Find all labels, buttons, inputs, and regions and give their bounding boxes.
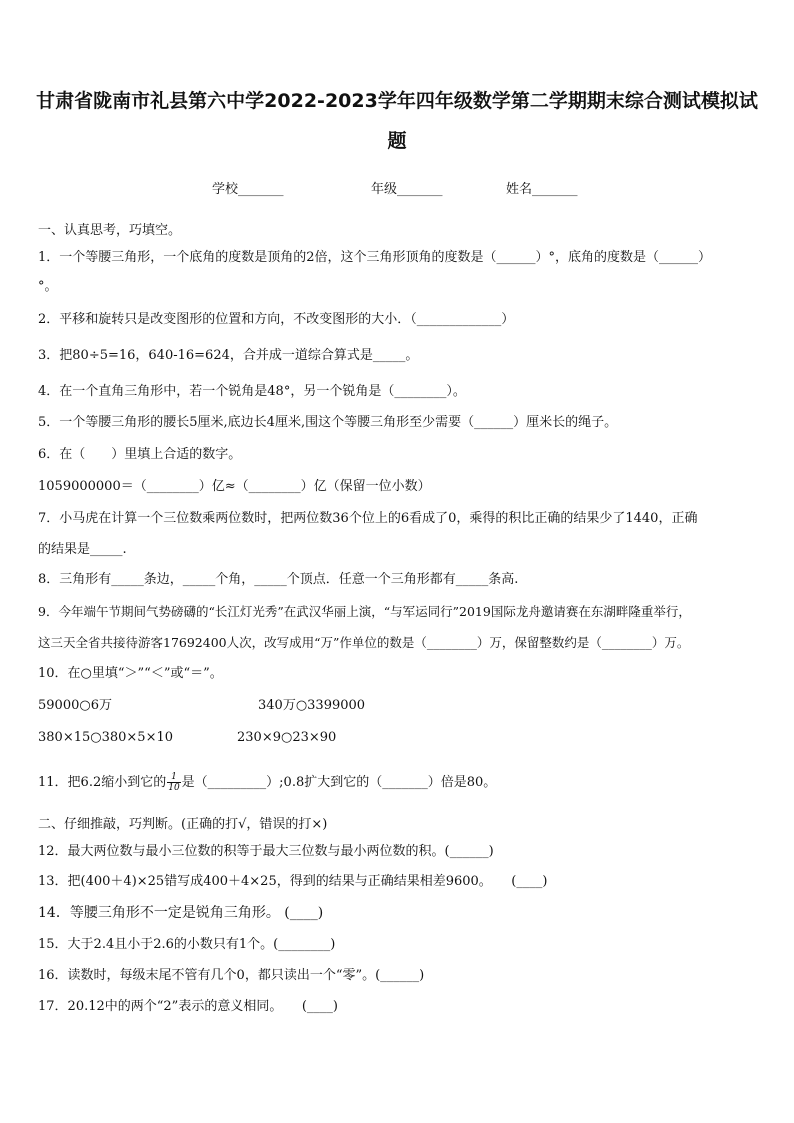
question-13: 13．把(400＋4)×25错写成400＋4×25，得到的结果与正确结果相差9600。 (____) [38,874,548,889]
fraction-denominator: 10 [168,783,180,793]
question-11-prefix: 11．把6.2缩小到它的 [38,775,167,790]
question-7-line-2: 的结果是_____. [38,542,127,557]
question-11-suffix: 是（_________）;0.8扩大到它的（_______）倍是80。 [181,775,497,790]
question-7-line-1: 7．小马虎在计算一个三位数乘两位数时，把两位数36个位上的6看成了0，乘得的积比正确的结果少了1440，正确 [38,511,698,526]
question-14: 14．等腰三角形不一定是锐角三角形。 (____) [38,905,324,921]
student-info-row [0,180,794,200]
exam-title-line-1: 甘肃省陇南市礼县第六中学2022-2023学年四年级数学第二学期期末综合测试模拟试 [36,90,758,112]
question-8: 8．三角形有_____条边，_____个角，_____个顶点．任意一个三角形都有_____条高. [38,572,519,587]
question-11 [38,772,768,793]
question-15: 15．大于2.4且小于2.6的小数只有1个。(________) [38,937,336,952]
question-2: 2．平移和旋转只是改变图形的位置和方向，不改变图形的大小．（_____________） [38,312,515,327]
question-10-heading: 10．在○里填“＞”“＜”或“＝”。 [38,666,223,681]
grade-field: 年级_______ [371,182,443,197]
question-5: 5．一个等腰三角形的腰长5厘米,底边长4厘米,围这个等腰三角形至少需要（______）厘米长的绳子。 [38,415,618,430]
question-10-item-1: 59000○6万 [38,698,112,713]
one-tenth-fraction [167,772,180,793]
fraction-numerator: 1 [167,772,180,783]
question-16: 16．读数时，每级末尾不管有几个0，都只读出一个“零”。(______) [38,968,425,983]
question-1-line-1: 1．一个等腰三角形，一个底角的度数是顶角的2倍，这个三角形顶角的度数是（______）°，底角的度数是（______） [38,250,712,265]
section-1-heading: 一、认真思考，巧填空。 [38,223,182,238]
question-6-line-1: 6．在（ ）里填上合适的数字。 [38,447,242,462]
school-field: 学校_______ [212,182,284,197]
question-1-line-2: °。 [38,279,58,294]
question-9-line-2: 这三天全省共接待游客17692400人次，改写成用“万”作单位的数是（________）万，保留整数约是（________）万。 [38,635,690,650]
question-12: 12．最大两位数与最小三位数的积等于最大三位数与最小两位数的积。(______) [38,844,494,859]
question-3: 3．把80÷5=16，640-16=624，合并成一道综合算式是_____。 [38,348,419,363]
exam-title-line-2: 题 [387,130,407,152]
section-2-heading: 二、仔细推敲，巧判断。(正确的打√，错误的打×) [38,817,328,832]
question-4: 4．在一个直角三角形中，若一个锐角是48°，另一个锐角是（________）。 [38,384,466,399]
question-6-line-2: 1059000000＝（________）亿≈（________）亿（保留一位小数） [38,479,431,494]
question-9-line-1: 9．今年端午节期间气势磅礴的“长江灯光秀”在武汉华丽上演，“与军运同行”2019国际龙舟邀请赛在东湖畔隆重举行， [38,604,691,619]
question-10-item-3: 380×15○380×5×10 [38,730,174,745]
question-10-item-4: 230×9○23×90 [237,730,337,745]
question-17: 17．20.12中的两个“2”表示的意义相同。 (____) [38,999,338,1014]
name-field: 姓名_______ [506,182,578,197]
question-10-item-2: 340万○3399000 [258,698,366,713]
